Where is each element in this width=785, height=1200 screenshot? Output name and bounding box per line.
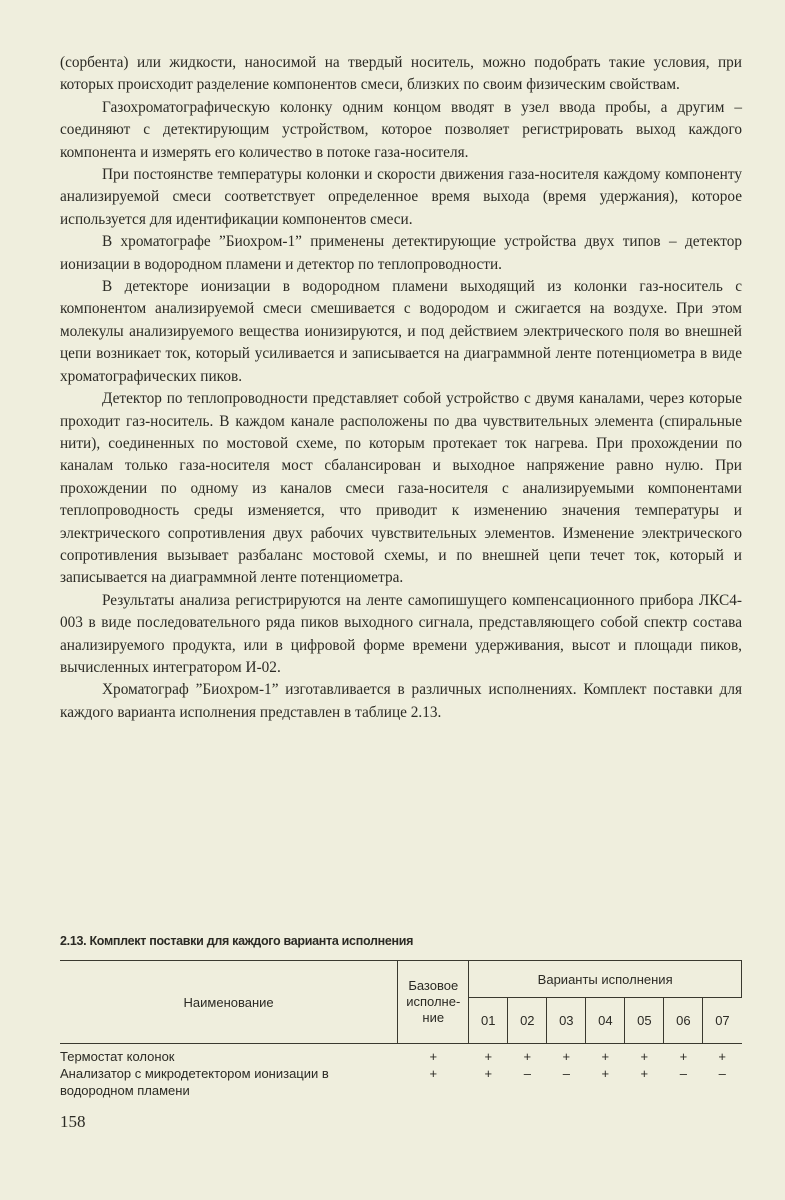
row-variant-value: – (523, 1066, 531, 1081)
paragraph: (сорбента) или жидкости, наносимой на твердый носитель, можно подобрать такие условия, при которых происходит разделение компонентов смеси, близких по своим физическим свойствам. (60, 54, 742, 94)
paragraph: Результаты анализа регистрируются на ленте самопишущего компенсационного прибора ЛКС4-003 в виде последовательного ряда пиков выходного сигнала, представляющего собой спектр состава анализируемого продукта, или в цифровой форме времени удерживания, высот и площади пиков, вычисленных интегратором И-02. (60, 591, 742, 676)
row-variant-value: + (484, 1049, 493, 1064)
body-text (60, 52, 742, 724)
column-header-variant: 06 (664, 998, 703, 1044)
column-header-variant: 02 (508, 998, 547, 1044)
table-row (60, 1044, 742, 1066)
paragraph: В детекторе ионизации в водородном пламени выходящий из колонки газ-носитель с компонентом анализируемой смеси смешивается с водородом и сжигается на воздухе. При этом молекулы анализируемого вещества ионизируются, и под действием электрического поля во внешней цепи возникает ток, который усиливается и записывается на диаграммной ленте потенциометра в виде хроматографических пиков. (60, 278, 742, 385)
table-caption: 2.13. Комплект поставки для каждого варианта исполнения (60, 934, 414, 948)
paragraph: Хроматограф ”Биохром-1” изготавливается в различных исполнениях. Комплект поставки для каждого варианта исполнения представлен в таблице 2.13. (60, 681, 742, 721)
row-variant-value: + (640, 1066, 649, 1081)
paragraph: При постоянстве температуры колонки и скорости движения газа-носителя каждому компоненту анализируемой смеси соответствует определенное время выхода (время удержания), которое используется для идентификации компонентов смеси. (60, 166, 742, 228)
row-variant-value: + (718, 1049, 726, 1064)
row-variant-value: + (679, 1049, 688, 1064)
paragraph: В хроматографе ”Биохром-1” применены детектирующие устройства двух типов – детектор ионизации в водородном пламени и детектор по теплопроводности. (60, 233, 742, 273)
row-variant-value: + (640, 1049, 649, 1064)
column-header-variants: Варианты исполнения (469, 961, 742, 998)
column-header-variant: 01 (469, 998, 508, 1044)
row-variant-value: + (484, 1066, 493, 1081)
paragraph: Детектор по теплопроводности представляет собой устройство с двумя каналами, через которые проходит газ-носитель. В каждом канале расположены по два чувствительных элемента (спиральные нити), соединенных по мостовой схеме, по которым протекает ток нагрева. При прохождении по каналам только газа-носителя мост сбалансирован и выходное напряжение равно нулю. При прохождении по одному из каналов смеси газа-носителя с анализируемыми компонентами теплопроводность среды изменяется, что приводит к изменению значения температуры и электрического сопротивления двух рабочих чувствительных элементов. Изменение электрического сопротивления вызывает разбаланс мостовой схемы, и по внешней цепи течет ток, который и записывается на диаграммной ленте потенциометра. (60, 390, 742, 587)
column-header-variant: 07 (703, 998, 742, 1044)
column-header-base: Базовое исполне-ние (398, 961, 469, 1044)
row-variant-value: + (601, 1049, 610, 1064)
row-name: Анализатор с микродетектором ионизации в водородном пламени (60, 1066, 329, 1098)
column-header-variant: 03 (547, 998, 586, 1044)
row-variant-value: – (562, 1066, 570, 1081)
page-number: 158 (60, 1112, 86, 1131)
table-row (60, 1065, 742, 1099)
paragraph: Газохроматографическую колонку одним концом вводят в узел ввода пробы, а другим – соединяют с детектирующим устройством, которое позволяет регистрировать выход каждого компонента и измерять его количество в потоке газа-носителя. (60, 98, 742, 161)
row-base-value: + (429, 1066, 438, 1081)
delivery-table (60, 960, 742, 1099)
row-name: Термостат колонок (60, 1049, 175, 1064)
row-variant-value: + (523, 1049, 532, 1064)
row-variant-value: + (601, 1066, 610, 1081)
row-variant-value: – (679, 1066, 687, 1081)
row-base-value: + (429, 1049, 438, 1064)
column-header-name: Наименование (60, 961, 398, 1044)
row-variant-value: + (562, 1049, 571, 1064)
row-variant-value: – (718, 1066, 726, 1081)
column-header-variant: 05 (625, 998, 664, 1044)
column-header-variant: 04 (586, 998, 625, 1044)
